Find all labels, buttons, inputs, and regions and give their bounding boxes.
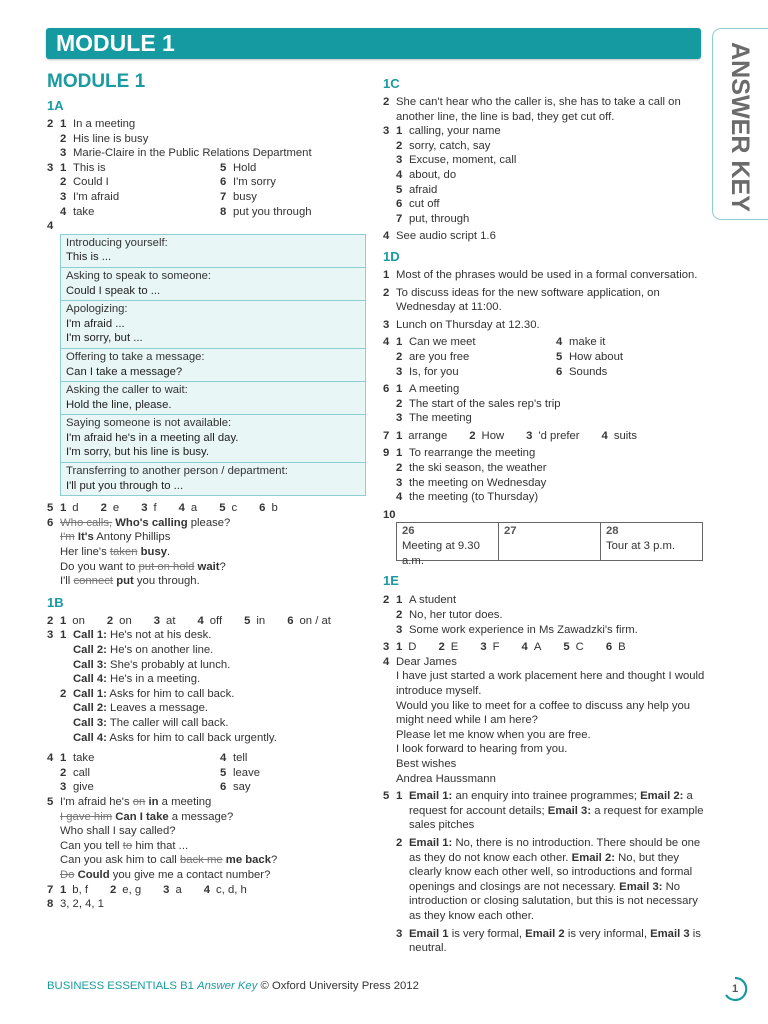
question-1e-2: 2 1 A student 2 No, her tutor does. 3 Some work experience in Ms Zawadzki's firm. <box>383 594 638 636</box>
table-cell: 26 Meeting at 9.30 a.m. <box>397 523 499 560</box>
question-1a-2: 2 1 In a meeting 2 His line is busy 3 Marie-Claire in the Public Relations Department <box>47 118 312 160</box>
question-1d-9: 9 1 To rearrange the meeting 2 the ski season, the weather 3 the meeting on Wednesday 4 the meeting (to Thursday) <box>383 447 547 504</box>
module-heading: MODULE 1 <box>47 71 146 92</box>
section-heading-1e: 1E <box>383 573 399 589</box>
question-1e-5: 5 1 Email 1: an enquiry into trainee programmes; Email 2: a request for account details; Email 3: a request for example sales pitches 2 Email 1: No, there is no introduction. There should be one as they do not know each other. Email 2: No, but they clearly know each other well, so introductions and formal openings and closings are not necessary. Email 3: No introduction or closing salutation, but this is not necessary as they know each other. 3 Email 1 is very formal, Email 2 is very informal, Email 3 is neutral. <box>383 790 704 955</box>
phrases-box: Introducing yourself: This is ... Asking to speak to someone: Could I speak to ... Apologizing: I'm afraid ... I'm sorry, but ... Offering to take a message: Can I take a message? Asking the caller to wait: Hold the line, please. Saying someone is not available: I'm afraid he's in a meeting all day. I'm sorry, but his line is busy. Transferring to another person / department: I'll put you through to ... <box>60 234 366 497</box>
section-heading-1c: 1C <box>383 76 400 91</box>
question-1a-5: 5 1 d 2 e 3 f 4 a 5 c 6 b <box>47 502 278 515</box>
question-1d-1: 1 Most of the phrases would be used in a formal conversation. <box>383 268 698 281</box>
question-1d-2: 2 To discuss ideas for the new software application, on Wednesday at 11:00. <box>383 286 660 314</box>
question-1b-2: 2 1 on 2 on 3 at 4 off 5 in 6 on / at <box>47 614 331 627</box>
question-1b-8: 8 3, 2, 4, 1 <box>47 898 104 911</box>
question-1b-5: 5 I'm afraid he's on in a meeting I gave him Can I take a message? Who shall I say called? Can you tell to him that ... Can you ask him to call back me me back? Do Could you give me a contact number? <box>47 795 278 881</box>
question-1c-4: 4 See audio script 1.6 <box>383 230 496 243</box>
question-1a-4: 4 <box>47 220 54 233</box>
footer: BUSINESS ESSENTIALS B1 Answer Key © Oxford University Press 2012 <box>47 980 419 992</box>
section-heading-1a: 1A <box>47 98 64 113</box>
right-column <box>383 72 705 956</box>
page-number: 1 <box>731 983 739 995</box>
calendar-table <box>396 522 703 567</box>
question-1e-3: 3 1 D 2 E 3 F 4 A 5 C 6 B <box>383 641 626 654</box>
question-1d-10: 10 <box>383 508 396 521</box>
question-1c-2: 2 She can't hear who the caller is, she has to take a call on another line, the line is bad, they get cut off. <box>383 96 681 123</box>
svg-text:ANSWER KEY: ANSWER KEY <box>726 42 754 212</box>
question-1d-6: 6 1 A meeting 2 The start of the sales rep's trip 3 The meeting <box>383 383 561 425</box>
question-1b-7: 7 1 b, f 2 e, g 3 a 4 c, d, h <box>47 883 247 896</box>
question-1d-4: 4 1 Can we meet 4 make it 2 are you free 5 How about 3 Is, for you 6 Sounds <box>383 336 624 378</box>
side-tab-label <box>726 42 756 214</box>
question-1d-3: 3 Lunch on Thursday at 12.30. <box>383 318 540 331</box>
table-cell: 28 Tour at 3 p.m. <box>606 525 676 553</box>
left-column <box>47 70 369 912</box>
banner-title: MODULE 1 <box>56 30 175 56</box>
question-1b-4: 4 1 take 4 tell 2 call 5 leave 3 give 6 say <box>47 752 261 794</box>
section-heading-1d: 1D <box>383 248 400 264</box>
question-1b-3: 3 1 Call 1: He's not at his desk. Call 2: He's on another line. Call 3: She's probably at lunch. Call 4: He's in a meeting. 2 Call 1: Asks for him to call back. Call 2: Leaves a message. Call 3: The caller will call back. Call 4: Asks for him to call back urgently. <box>47 629 277 744</box>
question-1c-3: 3 1 calling, your name 2 sorry, catch, say 3 Excuse, moment, call 4 about, do 5 afraid 6 cut off 7 put, through <box>383 125 517 225</box>
question-1d-7: 7 1 arrange 2 How 3 'd prefer 4 suits <box>383 429 638 442</box>
question-1e-4: 4 Dear James I have just started a work placement here and thought I would introduce myself. Would you like to meet for a coffee to discuss any help you might need while I am here? Please let me know when you are free. I look forward to hearing from you. Best wishes Andrea Haussmann <box>383 655 705 785</box>
section-heading-1b: 1B <box>47 594 64 610</box>
question-1a-6: 6 Who calls, Who's calling please? I'm It's Antony Phillips Her line's taken busy. Do you want to put on hold wait? I'll connect put you through. <box>47 516 231 588</box>
question-1a-3: 3 1 This is 5 Hold 2 Could I 6 I'm sorry 3 I'm afraid 7 busy 4 take 8 put you through <box>47 161 312 218</box>
table-cell: 27 <box>499 523 601 560</box>
module-banner <box>46 28 701 59</box>
